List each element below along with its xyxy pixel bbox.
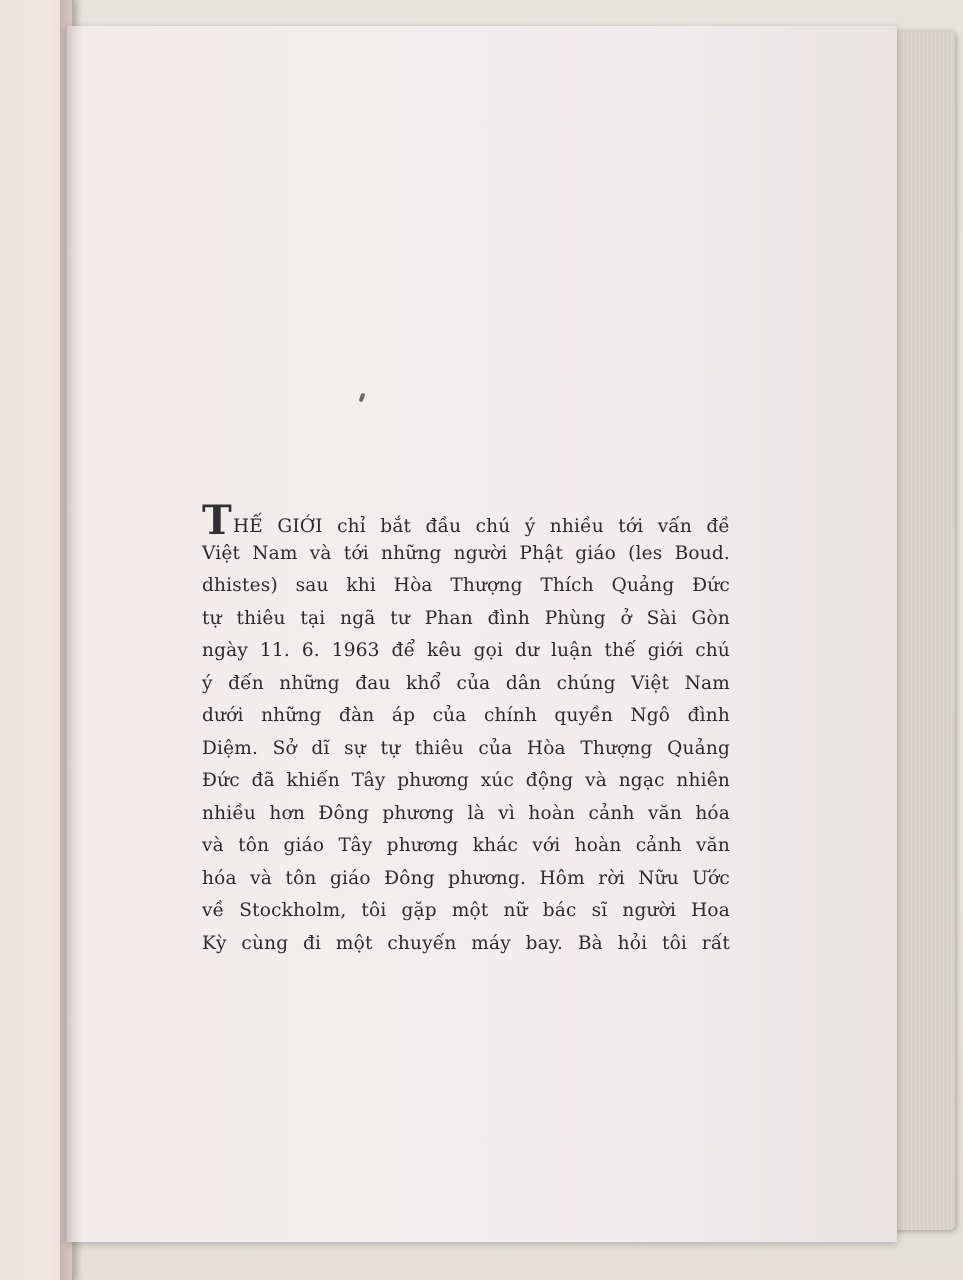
drop-cap: T <box>202 497 232 544</box>
text-line-6: ý đến những đau khổ của dân chúng Việt Nam <box>202 672 730 694</box>
text-line-3: dhistes) sau khi Hòa Thượng Thích Quảng Đức <box>202 575 730 596</box>
text-line-13: về Stockholm, tôi gặp một nữ bác sĩ người Hoa <box>202 900 730 921</box>
text-line-1: THẾ GIỚI chỉ bắt đầu chú ý nhiều tới vấn đề <box>202 497 730 544</box>
spine-shadow <box>60 0 82 1280</box>
text-line-2: Việt Nam và tới những người Phật giáo (les Boud. <box>202 542 730 564</box>
text-line-12: hóa và tôn giáo Đông phương. Hôm rời Nữu Ước <box>202 867 730 889</box>
text-line-7: dưới những đàn áp của chính quyền Ngô đình <box>202 705 730 726</box>
text-line-5: ngày 11. 6. 1963 để kêu gọi dư luận thế giới chú <box>202 640 730 661</box>
text-line-11: và tôn giáo Tây phương khác với hoàn cảnh văn <box>202 835 730 856</box>
text-line-8: Diệm. Sở dĩ sự tự thiêu của Hòa Thượng Quảng <box>202 737 730 759</box>
text-line-4: tự thiêu tại ngã tư Phan đình Phùng ở Sài Gòn <box>202 607 730 629</box>
body-text <box>202 497 742 960</box>
text-line-14: Kỳ cùng đi một chuyến máy bay. Bà hỏi tôi rất <box>202 932 730 954</box>
text-line-10: nhiều hơn Đông phương là vì hoàn cảnh văn hóa <box>202 802 730 824</box>
text-line-9: Đức đã khiến Tây phương xúc động và ngạc nhiên <box>202 770 730 791</box>
